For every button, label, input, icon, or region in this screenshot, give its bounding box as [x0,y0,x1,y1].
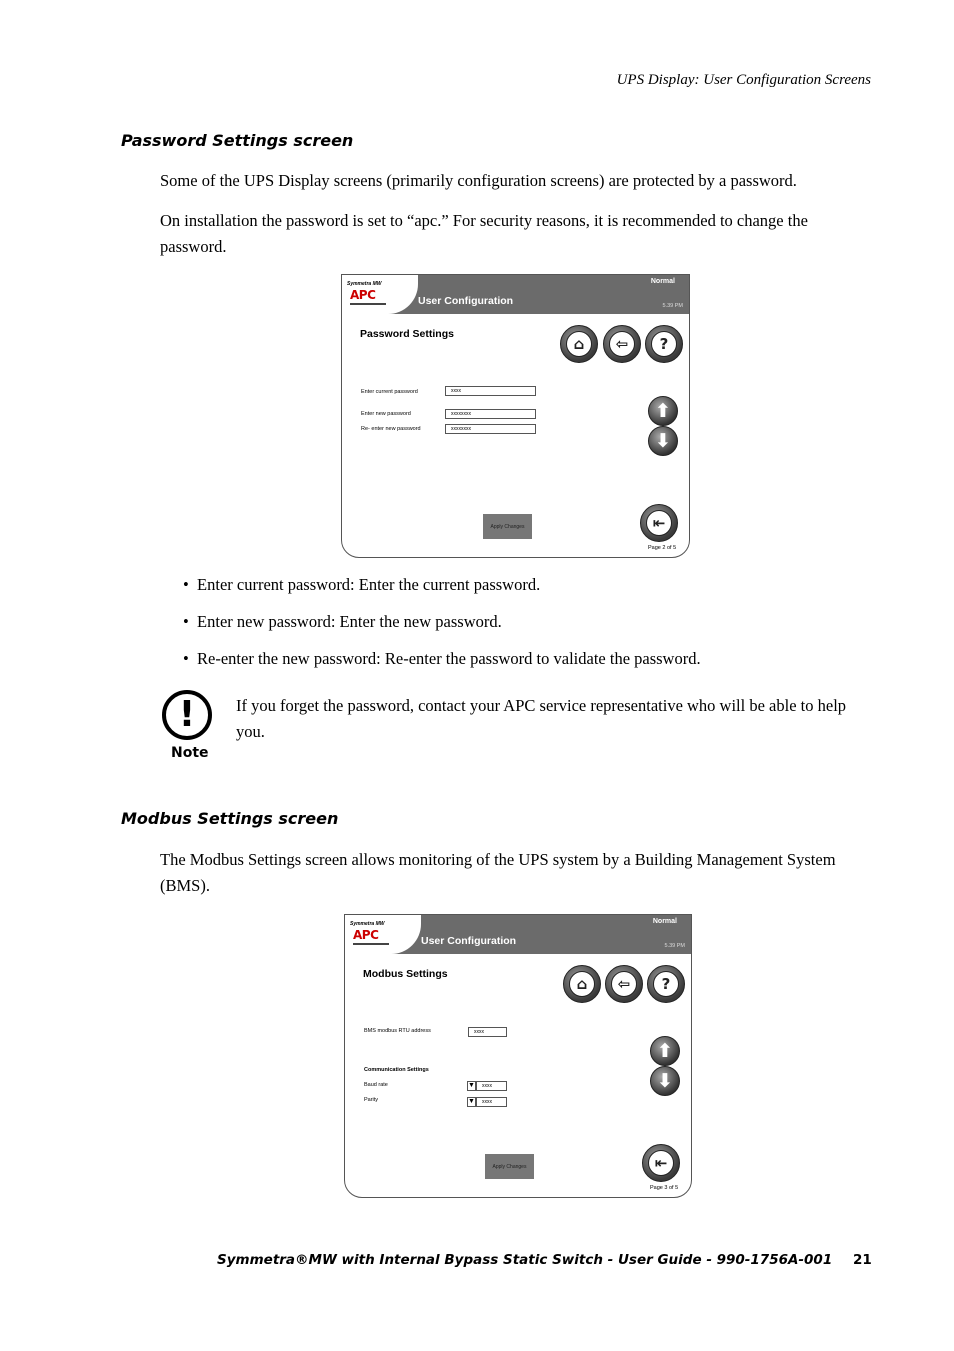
help-icon: ? [653,971,679,997]
communication-settings-heading: Communication Settings [364,1067,429,1073]
down-arrow-icon: ⬇ [655,430,671,452]
password-section-title: Password Settings screen [121,131,354,150]
screen-header-bar [345,915,691,954]
help-button[interactable] [645,325,683,363]
modbus-intro-paragraph: The Modbus Settings screen allows monitoring of the UPS system by a Building Management System (BMS). [160,850,836,895]
bullet-text: Enter new password: Enter the new password. [197,612,502,631]
running-header: UPS Display: User Configuration Screens [616,72,871,88]
modbus-section-title: Modbus Settings screen [121,809,339,828]
back-button[interactable] [605,965,643,1003]
reenter-password-input[interactable]: xxxxxxxx [445,424,536,434]
note-text: If you forget the password, contact your APC service representative who will be able to help you. [236,696,847,741]
bullet-item: • Enter current password: Enter the current password. [183,575,541,594]
exit-door-icon: ⇤ [648,1150,674,1176]
parity-label: Parity [364,1097,379,1103]
back-arrow-icon: ⇦ [609,331,635,357]
page-number: 21 [853,1252,872,1268]
note-exclamation-icon: ! [178,694,196,735]
bullet-text: Re-enter the new password: Re-enter the password to validate the password. [197,649,701,668]
product-name: Symmetra MW [350,921,385,927]
new-password-label: Enter new password [361,411,411,417]
dropdown-arrow-icon: ▼ [468,1098,475,1105]
footer-title: Symmetra®MW with Internal Bypass Static Switch - User Guide - 990-1756A-001 [217,1252,833,1268]
screen-heading: Modbus Settings [363,968,448,980]
scroll-up-button[interactable] [650,1036,680,1066]
parity-dropdown-button[interactable] [467,1097,476,1107]
bullet-item: • Enter new password: Enter the new password. [183,612,502,631]
current-password-label: Enter current password [361,389,418,395]
clock: 5.39 PM [662,303,683,309]
status-indicator: Normal [652,918,677,925]
exit-door-icon: ⇤ [646,510,672,536]
clock: 5.39 PM [664,943,685,949]
apc-logo [342,275,388,314]
password-settings-screen [341,274,690,558]
home-icon: ⌂ [569,971,595,997]
new-password-input[interactable]: xxxxxxxx [445,409,536,419]
dropdown-arrow-icon: ▼ [468,1082,475,1089]
baud-rate-dropdown-button[interactable] [467,1081,476,1091]
modbus-settings-screen [344,914,692,1198]
down-arrow-icon: ⬇ [657,1070,673,1092]
apc-logo-text: APC [350,288,376,302]
password-intro-paragraph: Some of the UPS Display screens (primarily configuration screens) are protected by a password. [160,171,797,190]
bullet-text: Enter current password: Enter the current password. [197,575,541,594]
up-arrow-icon: ⬆ [657,1040,673,1062]
rtu-address-input[interactable]: xxxx [468,1027,507,1037]
help-button[interactable] [647,965,685,1003]
home-icon: ⌂ [566,331,592,357]
apc-logo [345,915,391,954]
status-indicator: Normal [650,278,675,285]
rtu-address-label: BMS modbus RTU address [364,1028,431,1034]
page-indicator: Page 2 of 5 [648,545,677,551]
product-name: Symmetra MW [347,281,382,287]
back-arrow-icon: ⇦ [611,971,637,997]
exit-button[interactable] [642,1144,680,1182]
screen-heading: Password Settings [360,328,454,340]
exit-button[interactable] [640,504,678,542]
apply-changes-button[interactable]: Apply Changes [485,1154,534,1179]
up-arrow-icon: ⬆ [655,400,671,422]
scroll-down-button[interactable] [648,426,678,456]
home-button[interactable] [563,965,601,1003]
reenter-password-label: Re- enter new password [361,426,421,432]
scroll-up-button[interactable] [648,396,678,426]
back-button[interactable] [603,325,641,363]
password-default-paragraph: On installation the password is set to “apc.” For security reasons, it is recommended to change the password. [160,211,808,256]
note-icon [161,690,219,765]
baud-rate-label: Baud rate [364,1082,388,1088]
home-button[interactable] [560,325,598,363]
help-icon: ? [651,331,677,357]
baud-rate-select[interactable]: xxxx [476,1081,507,1091]
screen-title: User Configuration [421,935,517,947]
parity-select[interactable]: xxxx [476,1097,507,1107]
apc-logo-text: APC [353,928,379,942]
apply-changes-button[interactable]: Apply Changes [483,514,532,539]
screen-header-bar [342,275,689,314]
note-label: Note [171,745,209,761]
scroll-down-button[interactable] [650,1066,680,1096]
screen-title: User Configuration [418,295,514,307]
bullet-item: • Re-enter the new password: Re-enter the password to validate the password. [183,649,701,668]
page-indicator: Page 3 of 5 [650,1185,679,1191]
current-password-input[interactable]: xxxx [445,386,536,396]
